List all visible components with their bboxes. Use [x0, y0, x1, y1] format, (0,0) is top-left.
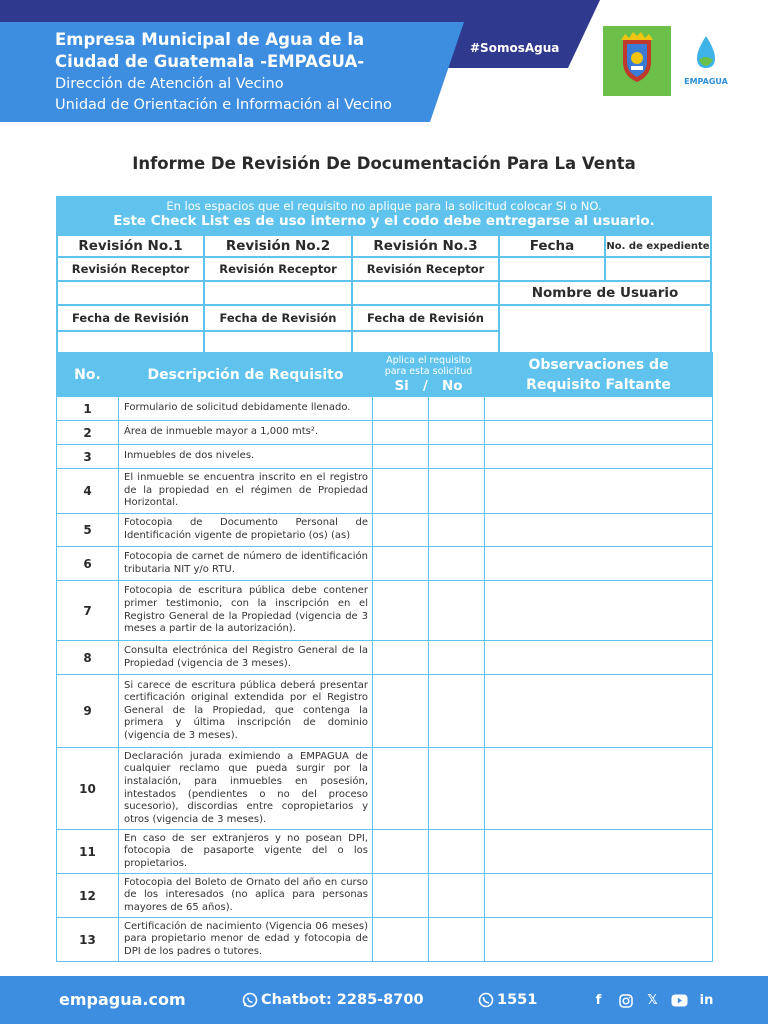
- si-cell[interactable]: [373, 874, 429, 918]
- row-number: 11: [57, 830, 119, 874]
- row-description: Inmuebles de dos niveles.: [119, 445, 373, 469]
- si-label: Si: [394, 378, 409, 394]
- si-cell[interactable]: [373, 675, 429, 748]
- table-row: [57, 397, 713, 421]
- nombre-usuario-field[interactable]: [500, 306, 710, 356]
- no-cell[interactable]: [429, 514, 485, 547]
- col-obs-header: [485, 353, 713, 397]
- obs-cell[interactable]: [485, 748, 713, 830]
- row-number: 9: [57, 675, 119, 748]
- si-cell[interactable]: [373, 421, 429, 445]
- no-cell[interactable]: [429, 830, 485, 874]
- receptor-1-label: Revisión Receptor: [58, 258, 203, 280]
- si-cell[interactable]: [373, 918, 429, 962]
- no-cell[interactable]: [429, 547, 485, 581]
- obs-cell[interactable]: [485, 918, 713, 962]
- no-cell[interactable]: [429, 469, 485, 514]
- no-cell[interactable]: [429, 748, 485, 830]
- obs-cell[interactable]: [485, 421, 713, 445]
- header-title-line1: Empresa Municipal de Agua de la: [55, 30, 365, 49]
- receptor-2-field[interactable]: [205, 282, 351, 304]
- document-title: Informe De Revisión De Documentación Para La Venta: [132, 154, 636, 173]
- chatbot-contact[interactable]: [242, 992, 424, 1008]
- receptor-3-label: Revisión Receptor: [353, 258, 498, 280]
- row-description: Área de inmueble mayor a 1,000 mts².: [119, 421, 373, 445]
- si-cell[interactable]: [373, 748, 429, 830]
- table-row: [57, 874, 713, 918]
- aplica-si-no: [373, 378, 484, 394]
- whatsapp-icon: [242, 992, 258, 1008]
- row-number: 7: [57, 581, 119, 641]
- no-cell[interactable]: [429, 397, 485, 421]
- municipality-logo: [603, 26, 671, 96]
- row-number: 10: [57, 748, 119, 830]
- si-cell[interactable]: [373, 397, 429, 421]
- header-sub-line2: Unidad de Orientación e Información al Vecino: [55, 97, 392, 113]
- fecha-header: Fecha: [500, 236, 604, 256]
- row-number: 13: [57, 918, 119, 962]
- phone-label: 1551: [497, 992, 538, 1008]
- fecha-revision-2-label: Fecha de Revisión: [205, 306, 351, 330]
- obs-cell[interactable]: [485, 445, 713, 469]
- obs-line2: Requisito Faltante: [526, 376, 671, 393]
- si-cell[interactable]: [373, 830, 429, 874]
- header-title: [55, 29, 455, 73]
- notice-box: [56, 196, 712, 234]
- no-cell[interactable]: [429, 874, 485, 918]
- obs-line1: Observaciones de: [528, 356, 669, 373]
- no-cell[interactable]: [429, 581, 485, 641]
- revision-1-header: Revisión No.1: [58, 236, 203, 256]
- receptor-3-field[interactable]: [353, 282, 498, 304]
- col-no-header: No.: [57, 353, 119, 397]
- row-number: 3: [57, 445, 119, 469]
- row-description: Declaración jurada eximiendo a EMPAGUA de cualquier reclamo que pueda surgir por la instalación, para inmuebles en posesión, intestados (pendientes o no del proceso sucesorio), discordias entre copropietarios y otros (vigencia de 3 meses).: [119, 748, 373, 830]
- obs-cell[interactable]: [485, 830, 713, 874]
- municipality-shield-icon: [603, 26, 671, 96]
- expediente-header: No. de expediente: [606, 236, 710, 256]
- table-row: [57, 918, 713, 962]
- social-links: [590, 992, 715, 1009]
- aplica-line2: para esta solicitud: [384, 366, 473, 377]
- slash-label: /: [422, 378, 428, 394]
- si-cell[interactable]: [373, 445, 429, 469]
- obs-cell[interactable]: [485, 514, 713, 547]
- table-row: [57, 748, 713, 830]
- phone-icon: [478, 992, 494, 1008]
- requirements-table: [56, 352, 713, 962]
- x-icon[interactable]: 𝕏: [647, 993, 658, 1008]
- col-aplica-header: [373, 353, 485, 397]
- si-cell[interactable]: [373, 514, 429, 547]
- chatbot-label: Chatbot: 2285-8700: [261, 992, 424, 1008]
- row-number: 8: [57, 641, 119, 675]
- receptor-2-label: Revisión Receptor: [205, 258, 351, 280]
- fecha-revision-1-label: Fecha de Revisión: [58, 306, 203, 330]
- si-cell[interactable]: [373, 547, 429, 581]
- expediente-field[interactable]: [606, 258, 710, 280]
- nombre-usuario-header: Nombre de Usuario: [500, 282, 710, 304]
- no-cell[interactable]: [429, 421, 485, 445]
- obs-cell[interactable]: [485, 397, 713, 421]
- revision-3-header: Revisión No.3: [353, 236, 498, 256]
- row-description: Fotocopia del Boleto de Ornato del año en curso de los interesados (no aplica para personas mayores de 65 años).: [119, 874, 373, 918]
- table-row: [57, 675, 713, 748]
- fecha-revision-3-label: Fecha de Revisión: [353, 306, 498, 330]
- no-label: No: [441, 378, 463, 394]
- notice-line2: Este Check List es de uso interno y el codo debe entregarse al usuario.: [113, 213, 655, 229]
- table-row: [57, 547, 713, 581]
- linkedin-icon[interactable]: in: [699, 993, 714, 1008]
- revision-2-header: Revisión No.2: [205, 236, 351, 256]
- row-description: En caso de ser extranjeros y no posean DPI, fotocopia de pasaporte vigente del o los propietarios.: [119, 830, 373, 874]
- table-row: [57, 641, 713, 675]
- si-cell[interactable]: [373, 581, 429, 641]
- row-description: Fotocopia de escritura pública debe contener primer testimonio, con la inscripción en el Registro General de la Propiedad (vigencia de 3 meses a partir de la autorización).: [119, 581, 373, 641]
- row-description: Consulta electrónica del Registro General de la Propiedad (vigencia de 3 meses).: [119, 641, 373, 675]
- row-description: Fotocopia de carnet de número de identificación tributaria NIT y/o RTU.: [119, 547, 373, 581]
- table-row: [57, 581, 713, 641]
- row-number: 4: [57, 469, 119, 514]
- table-row: [57, 830, 713, 874]
- row-description: Fotocopia de Documento Personal de Identificación vigente de propietario (os) (as): [119, 514, 373, 547]
- fecha-field[interactable]: [500, 258, 604, 280]
- review-table: [56, 196, 712, 358]
- phone-contact[interactable]: [478, 992, 537, 1008]
- obs-cell[interactable]: [485, 469, 713, 514]
- row-description: El inmueble se encuentra inscrito en el registro de la propiedad en el régimen de Propiedad Horizontal.: [119, 469, 373, 514]
- si-cell[interactable]: [373, 469, 429, 514]
- header-sub-line1: Dirección de Atención al Vecino: [55, 76, 284, 92]
- table-row: [57, 445, 713, 469]
- aplica-line1: Aplica el requisito: [386, 355, 471, 366]
- water-drop-icon: [675, 32, 737, 76]
- obs-cell[interactable]: [485, 581, 713, 641]
- requirements-header-row: [57, 353, 713, 397]
- youtube-icon[interactable]: [671, 992, 688, 1009]
- row-description: Formulario de solicitud debidamente llenado.: [119, 397, 373, 421]
- row-number: 2: [57, 421, 119, 445]
- row-number: 6: [57, 547, 119, 581]
- table-row: [57, 514, 713, 547]
- no-cell[interactable]: [429, 675, 485, 748]
- obs-cell[interactable]: [485, 641, 713, 675]
- si-cell[interactable]: [373, 641, 429, 675]
- no-cell[interactable]: [429, 918, 485, 962]
- receptor-1-field[interactable]: [58, 282, 203, 304]
- obs-cell[interactable]: [485, 675, 713, 748]
- review-grid: [56, 234, 712, 358]
- no-cell[interactable]: [429, 445, 485, 469]
- hashtag: #SomosAgua: [470, 41, 560, 55]
- facebook-icon[interactable]: f: [595, 993, 602, 1008]
- table-row: [57, 421, 713, 445]
- row-description: Si carece de escritura pública deberá presentar certificación original extendida por el Registro General de la Propiedad, que contenga la primera y última inscripción de dominio (vigencia de 3 meses).: [119, 675, 373, 748]
- col-desc-header: Descripción de Requisito: [119, 353, 373, 397]
- instagram-icon[interactable]: [617, 992, 634, 1009]
- row-description: Certificación de nacimiento (Vigencia 06 meses) para propietario menor de edad y fotocopia de DPI de los padres o tutores.: [119, 918, 373, 962]
- obs-cell[interactable]: [485, 874, 713, 918]
- header-subtitle: [55, 74, 455, 116]
- website-link[interactable]: empagua.com: [59, 990, 186, 1009]
- empagua-logo-text: EMPAGUA: [684, 77, 728, 86]
- row-number: 12: [57, 874, 119, 918]
- no-cell[interactable]: [429, 641, 485, 675]
- notice-line1: En los espacios que el requisito no aplique para la solicitud colocar SI o NO.: [166, 199, 602, 213]
- footer: [0, 976, 768, 1024]
- row-number: 1: [57, 397, 119, 421]
- obs-cell[interactable]: [485, 547, 713, 581]
- table-row: [57, 469, 713, 514]
- row-number: 5: [57, 514, 119, 547]
- header-title-line2: Ciudad de Guatemala -EMPAGUA-: [55, 52, 365, 71]
